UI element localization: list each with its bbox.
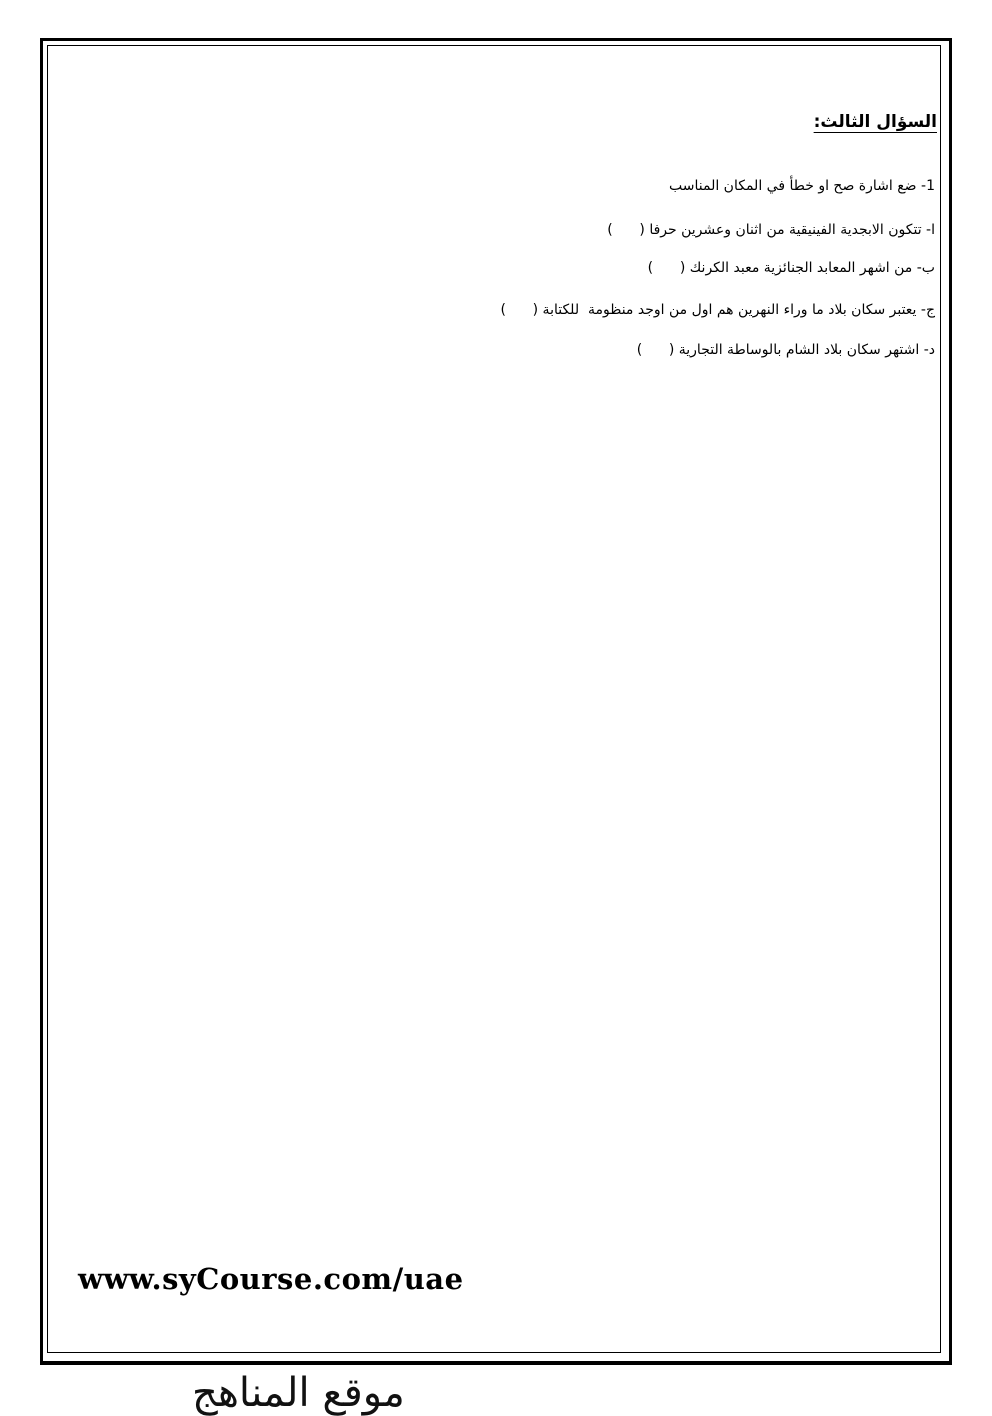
statement-item-b: ب- من اشهر المعابد الجنائزية معبد الكرنك ( )	[647, 260, 935, 276]
site-url: www.syCourse.com/uae	[78, 1262, 464, 1296]
statement-item-a: ا- تتكون الابجدية الفينيقية من اثنان وعشرين حرفا ( )	[607, 222, 935, 238]
bottom-border-line	[40, 1362, 952, 1365]
statement-item-d: د- اشتهر سكان بلاد الشام بالوساطة التجارية ( )	[636, 342, 935, 358]
statement-item-c: ج- يعتبر سكان بلاد ما وراء النهرين هم اول من اوجد منظومة للكتابة ( )	[500, 302, 935, 318]
site-logo-text: موقع المناهج	[192, 1370, 405, 1416]
instruction-line: 1- ضع اشارة صح او خطأ في المكان المناسب	[669, 178, 935, 194]
page-border-inner	[47, 45, 941, 1353]
question-title: السؤال الثالث:	[813, 112, 937, 132]
